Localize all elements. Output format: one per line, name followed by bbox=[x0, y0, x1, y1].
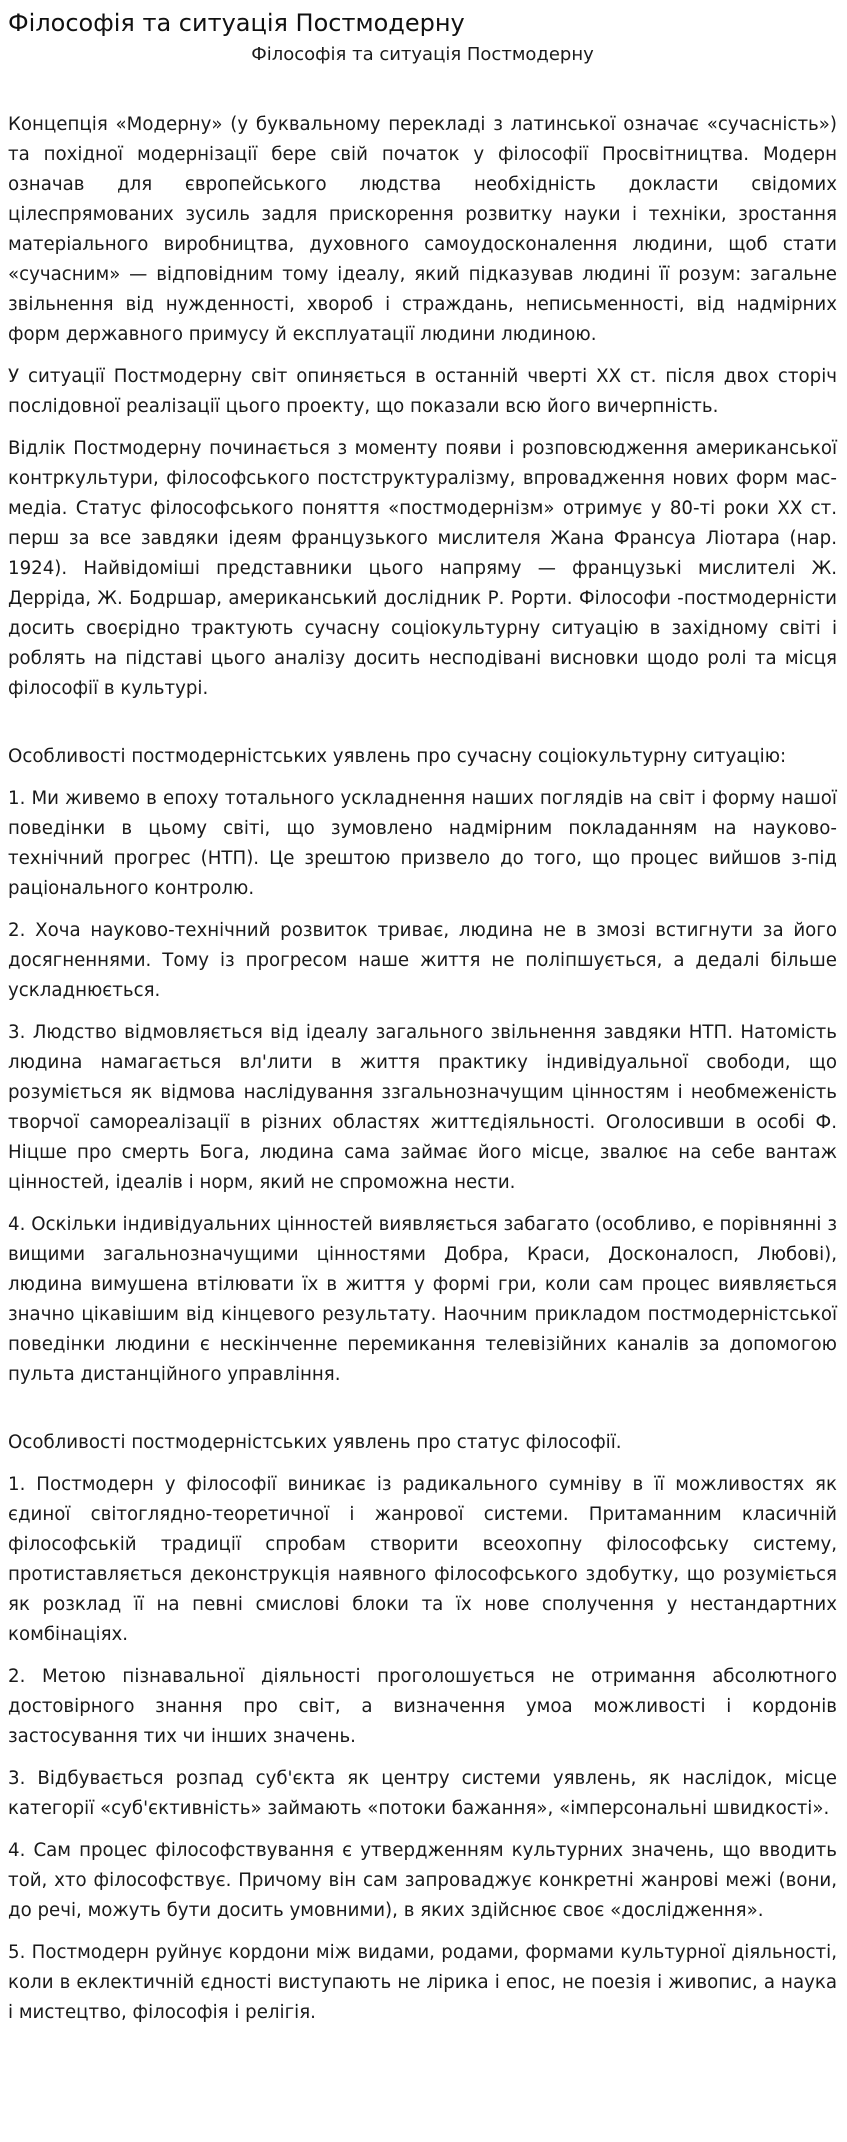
list-item: 2. Метою пізнавальної діяльності проголошується не отримання абсолютного достовірного знання про світ, а визначення умоа можливості і кордонів застосування тих чи інших значень. bbox=[8, 1666, 837, 1747]
list-item: 3. Людство відмовляється від ідеалу загального звільнення завдяки НТП. Натомість людина намагається вл'лити в життя практику індивідуальної свободи, що розуміється як відмова наслідування ззгальнозначущим цінностям і необмеженість творчої самореалізації в різних областях життєдіяльності. Оголосивши в особі Ф. Ніцше про смерть Бога, людина сама займає його місце, звалює на себе вантаж цінностей, ідеалів і норм, який не спроможна нести. bbox=[8, 1022, 837, 1193]
page-subtitle: Філософія та ситуація Постмодерну bbox=[251, 44, 594, 65]
intro-paragraph: Концепція «Модерну» (у буквальному перекладі з латинської означає «сучасність») та похідної модернізації бере свій початок у філософії Просвітництва. Модерн означав для європейського людства необхідність докласти свідомих цілеспрямованих зусиль задля прискорення розвитку науки і техніки, зростання матеріального виробництва, духовного самоудосконалення людини, щоб стати «сучасним» — відповідним тому ідеалу, який підказував людині її розум: загальне звільнення від нужденності, хвороб і страждань, неписьменності, від надмірних форм державного примусу й експлуатації людини людиною. bbox=[8, 114, 837, 345]
page-title: Філософія та ситуація Постмодерну bbox=[8, 9, 465, 37]
list-item: 4. Оскільки індивідуальних цінностей виявляється забагато (особливо, е порівнянні з вищими загальнозначущими цінностями Добра, Краси, Досконалосп, Любові), людина вимушена втілювати їх в життя у формі гри, коли сам процес виявляється значно цікавішим від кінцевого результату. Наочним прикладом постмодерністської поведінки людини є нескінченне перемикання телевізійних каналів за допомогою пульта дистанційного управління. bbox=[8, 1214, 837, 1385]
list-item: 4. Сам процес філософствування є утвердженням культурних значень, що вводить той, хто філософствує. Причому він сам запроваджує конкретні жанрові межі (вони, до речі, можуть бути досить умовними), в яких здійснює своє «дослідження». bbox=[8, 1840, 837, 1921]
list-item: 2. Хоча науково-технічний розвиток триває, людина не в змозі встигнути за його досягненнями. Тому із прогресом наше життя не поліпшується, а дедалі більше ускладнюється. bbox=[8, 920, 837, 1001]
list-item: 1. Ми живемо в епоху тотального ускладнення наших поглядів на світ і форму нашої поведінки в цьому світі, що зумовлено надмірним покладанням на науково-технічний прогрес (НТП). Це зрештою призвело до того, що процес вийшов з-під раціонального контролю. bbox=[8, 788, 837, 899]
document-body bbox=[8, 110, 837, 2028]
section-heading: Особливості постмодерністських уявлень про сучасну соціокультурну ситуацію: bbox=[8, 746, 787, 767]
section-heading: Особливості постмодерністських уявлень про статус філософії. bbox=[8, 1432, 622, 1453]
list-item: 1. Постмодерн у філософії виникає із радикального сумніву в її можливостях як єдиної світоглядно-теоретичної і жанрової системи. Притаманним класичній філософській традиції спробам створити всеохопну філософську систему, протиставляється деконструкція наявного філософського здобутку, що розуміється як розклад її на певні смислові блоки та їх нове сполучення у нестандартних комбінаціях. bbox=[8, 1474, 837, 1645]
list-item: 5. Постмодерн руйнує кордони між видами, родами, формами культурної діяльності, коли в еклектичній єдності виступають не лірика і епос, не поезія і живопис, а наука і мистецтво, філософія і релігія. bbox=[8, 1942, 837, 2023]
intro-paragraph: У ситуації Постмодерну світ опиняється в останній чверті XX ст. після двох сторіч послідовної реалізації цього проекту, що показали всю його вичерпність. bbox=[8, 366, 837, 417]
intro-paragraph: Відлік Постмодерну починається з моменту появи і розповсюдження американської контркультури, філософського постструктуралізму, впровадження нових форм мас-медіа. Статус філософського поняття «постмодернізм» отримує у 80-ті роки XX ст. перш за все завдяки ідеям французького мислителя Жана Франсуа Ліотара (нар. 1924). Найвідоміші представники цього напряму — французькі мислителі Ж. Дерріда, Ж. Бодршар, американський дослідник Р. Рорти. Філософи -постмодерністи досить своєрідно трактують сучасну соціокультурну ситуацію в західному світі і роблять на підставі цього аналізу досить несподівані висновки щодо ролі та місця філософії в культурі. bbox=[8, 438, 837, 699]
list-item: 3. Відбувається розпад суб'єкта як центру системи уявлень, як наслідок, місце категорії «суб'єктивність» займають «потоки бажання», «імперсональні швидкості». bbox=[8, 1768, 837, 1819]
